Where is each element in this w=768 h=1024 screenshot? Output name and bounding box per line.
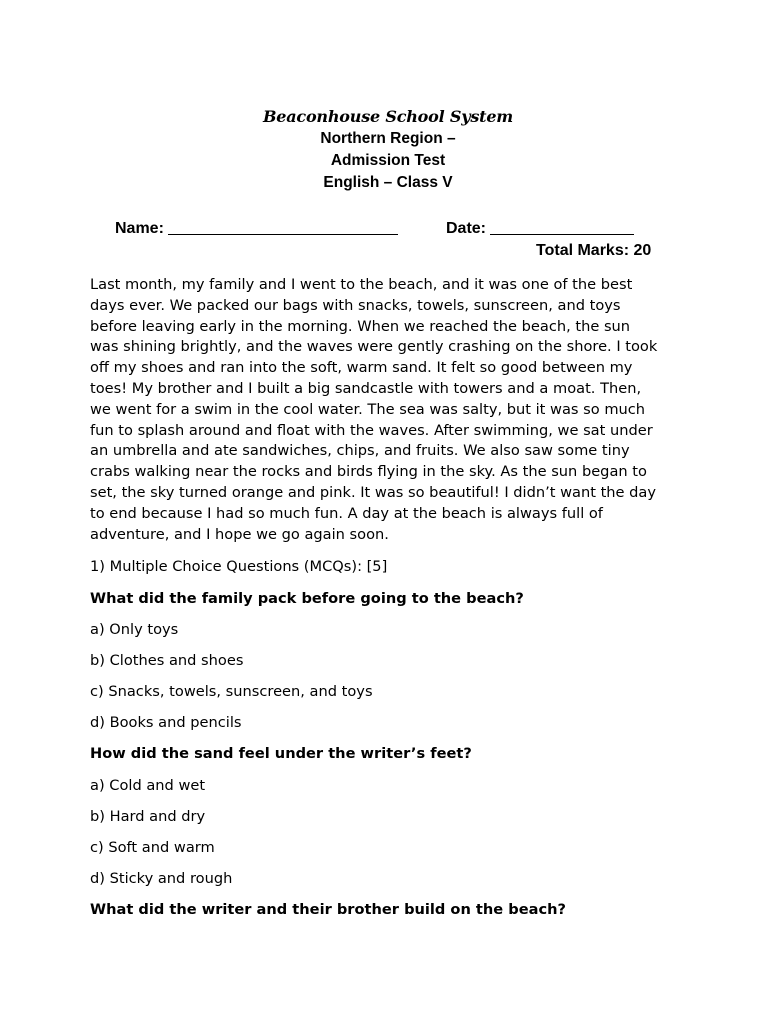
- passage-line: days ever. We packed our bags with snacks, towels, sunscreen, and toys: [90, 296, 621, 314]
- q2-option-d: d) Sticky and rough: [90, 870, 233, 887]
- passage-line: crabs walking near the rocks and birds flying in the sky. As the sun began to: [90, 463, 647, 481]
- passage-line: before leaving early in the morning. When we reached the beach, the sun: [90, 317, 631, 335]
- date-label: Date:: [446, 220, 487, 237]
- q2-option-a: a) Cold and wet: [90, 777, 206, 794]
- school-name: Beaconhouse School System: [262, 107, 514, 126]
- q1-option-c: c) Snacks, towels, sunscreen, and toys: [90, 683, 373, 700]
- region-line: Northern Region –: [320, 130, 456, 147]
- section-title: 1) Multiple Choice Questions (MCQs): [5]: [90, 558, 388, 575]
- question-1: What did the family pack before going to the beach?: [90, 590, 524, 607]
- passage-line: fun to splash around and float with the waves. After swimming, we sat under: [90, 421, 653, 439]
- total-marks: Total Marks: 20: [536, 242, 652, 259]
- passage-line: an umbrella and ate sandwiches, chips, and fruits. We also saw some tiny: [90, 442, 630, 460]
- q1-option-a: a) Only toys: [90, 621, 179, 638]
- passage-line: set, the sky turned orange and pink. It was so beautiful! I didn’t want the day: [90, 483, 657, 501]
- q1-option-d: d) Books and pencils: [90, 714, 242, 731]
- q1-option-b: b) Clothes and shoes: [90, 652, 244, 669]
- exam-header: [0, 106, 768, 194]
- subject-line: English – Class V: [323, 174, 453, 191]
- passage-line: Last month, my family and I went to the beach, and it was one of the best: [90, 276, 633, 293]
- question-2: How did the sand feel under the writer’s feet?: [90, 745, 472, 762]
- date-field: [446, 218, 634, 240]
- name-label: Name:: [115, 220, 164, 237]
- passage-line: off my shoes and ran into the soft, warm sand. It felt so good between my: [90, 359, 633, 377]
- passage-line: toes! My brother and I built a big sandcastle with towers and a moat. Then,: [90, 379, 642, 397]
- q2-option-b: b) Hard and dry: [90, 808, 206, 825]
- passage-line: adventure, and I hope we go again soon.: [90, 525, 389, 543]
- name-blank: [168, 220, 398, 235]
- q2-option-c: c) Soft and warm: [90, 839, 215, 856]
- passage-line: we went for a swim in the cool water. The sea was salty, but it was so much: [90, 400, 646, 418]
- name-date-row: [115, 218, 675, 240]
- question-3: What did the writer and their brother build on the beach?: [90, 901, 566, 918]
- passage-line: was shining brightly, and the waves were gently crashing on the shore. I took: [90, 338, 658, 356]
- passage-line: to end because I had so much fun. A day at the beach is always full of: [90, 504, 603, 522]
- name-field: [115, 218, 398, 240]
- test-line: Admission Test: [330, 152, 446, 169]
- date-blank: [490, 220, 634, 235]
- reading-passage: [90, 275, 690, 545]
